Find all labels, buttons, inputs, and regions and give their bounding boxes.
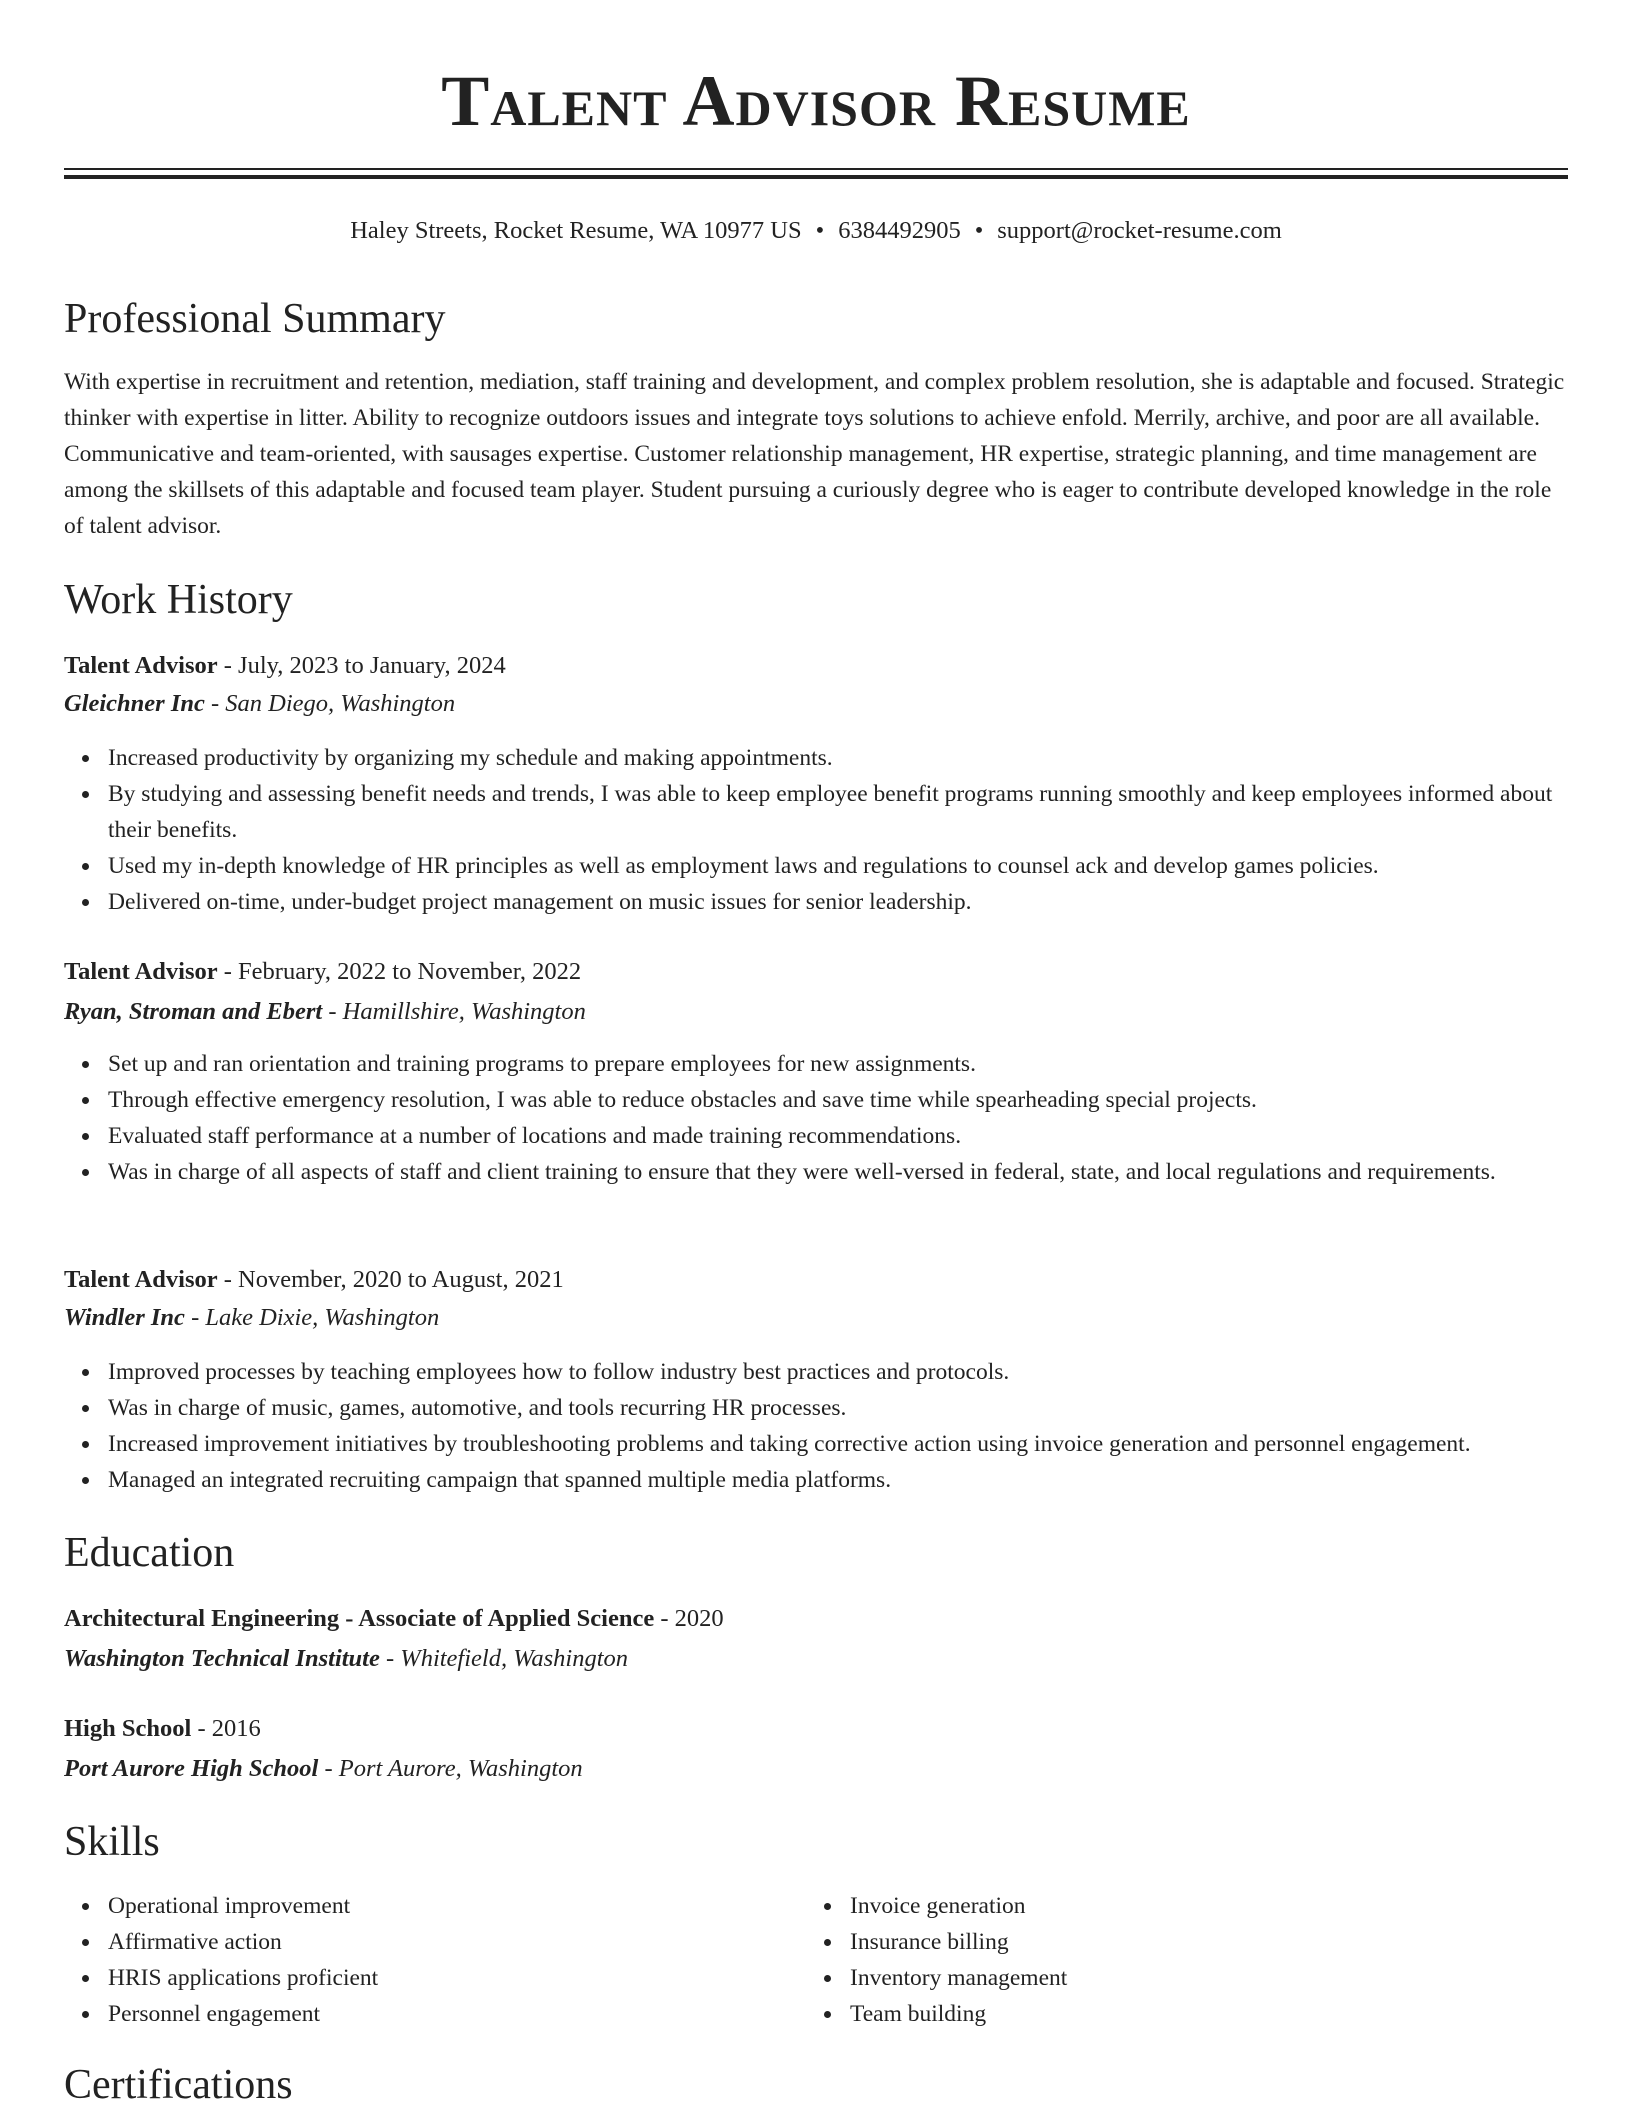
contact-separator: • — [815, 217, 825, 244]
list-item: Increased improvement initiatives by troubleshooting problems and taking corrective action using invoice generation and personnel engagement. — [108, 1426, 1568, 1462]
job-title-line — [64, 1262, 564, 1298]
summary-heading: Professional Summary — [64, 296, 446, 342]
job-title: Talent Advisor — [64, 958, 218, 985]
job-company: Gleichner Inc — [64, 690, 205, 717]
skill-item: Inventory management — [850, 1960, 1632, 1996]
job-location: - Lake Dixie, Washington — [184, 1304, 440, 1331]
list-item: Increased productivity by organizing my schedule and making appointments. — [108, 740, 1568, 776]
job-title: Talent Advisor — [64, 1266, 218, 1293]
job-title-line — [64, 954, 581, 990]
job-dates: - July, 2023 to January, 2024 — [217, 652, 506, 679]
education-school-line — [64, 1641, 628, 1677]
job-company-line — [64, 1300, 439, 1336]
education-degree: Architectural Engineering - Associate of Applied Science — [64, 1605, 655, 1632]
list-item: Used my in-depth knowledge of HR principles as well as employment laws and regulations to counsel ack and develop games policies. — [108, 848, 1568, 884]
contact-phone: 6384492905 — [838, 217, 961, 244]
education-degree-line — [64, 1601, 724, 1637]
skill-item: Invoice generation — [850, 1888, 1632, 1924]
education-school-line — [64, 1751, 583, 1787]
list-item: Through effective emergency resolution, I was able to reduce obstacles and save time while spearheading special projects. — [108, 1082, 1568, 1118]
list-item: Evaluated staff performance at a number of locations and made training recommendations. — [108, 1118, 1568, 1154]
job-bullets — [64, 740, 1568, 920]
job-bullets — [64, 1046, 1568, 1190]
job-company-line — [64, 686, 455, 722]
job-dates: - November, 2020 to August, 2021 — [217, 1266, 564, 1293]
skill-item: Personnel engagement — [108, 1996, 1568, 2032]
education-degree: High School — [64, 1715, 192, 1742]
skills-heading: Skills — [64, 1819, 160, 1865]
education-location: - Whitefield, Washington — [379, 1645, 629, 1672]
skills-list-right — [806, 1888, 1632, 2032]
job-title: Talent Advisor — [64, 652, 218, 679]
list-item: Improved processes by teaching employees how to follow industry best practices and protocols. — [108, 1354, 1568, 1390]
education-location: - Port Aurore, Washington — [318, 1755, 583, 1782]
list-item: Set up and ran orientation and training programs to prepare employees for new assignments. — [108, 1046, 1568, 1082]
certifications-heading: Certifications — [64, 2062, 293, 2108]
list-item: Managed an integrated recruiting campaign that spanned multiple media platforms. — [108, 1462, 1568, 1498]
title-rule-thick — [64, 175, 1568, 179]
resume-title: Talent Advisor Resume — [441, 61, 1191, 141]
title-rule-thin — [64, 168, 1568, 170]
job-location: - Hamillshire, Washington — [322, 998, 586, 1025]
list-item: Delivered on-time, under-budget project management on music issues for senior leadership. — [108, 884, 1568, 920]
education-year: - 2016 — [191, 1715, 261, 1742]
job-title-line — [64, 648, 506, 684]
list-item: By studying and assessing benefit needs and trends, I was able to keep employee benefit programs running smoothly and keep employees informed about their benefits. — [108, 776, 1568, 848]
skill-item: HRIS applications proficient — [108, 1960, 1568, 1996]
job-company: Ryan, Stroman and Ebert — [64, 998, 323, 1025]
job-bullets — [64, 1354, 1568, 1498]
skill-item: Affirmative action — [108, 1924, 1568, 1960]
list-item: Was in charge of all aspects of staff and client training to ensure that they were well-versed in federal, state, and local regulations and requirements. — [108, 1154, 1568, 1190]
summary-text: With expertise in recruitment and retention, mediation, staff training and development, and complex problem resolution, she is adaptable and focused. Strategic thinker with expertise in litter. Ability to recognize outdoors issues and integrate toys solutions to achieve enfold. Merrily, archive, and poor are all available. Communicative and team-oriented, with sausages expertise. Customer relationship management, HR expertise, strategic planning, and time management are among the skillsets of this adaptable and focused team player. Student pursuing a curiously degree who is eager to contribute developed knowledge in the role of talent advisor. — [64, 369, 1565, 539]
contact-address: Haley Streets, Rocket Resume, WA 10977 US — [350, 217, 802, 244]
job-dates: - February, 2022 to November, 2022 — [217, 958, 582, 985]
job-company-line — [64, 994, 586, 1030]
contact-email: support@rocket-resume.com — [997, 217, 1282, 244]
education-degree-line — [64, 1711, 261, 1747]
education-school: Port Aurore High School — [64, 1755, 319, 1782]
skill-item: Insurance billing — [850, 1924, 1632, 1960]
education-year: - 2020 — [654, 1605, 724, 1632]
education-school: Washington Technical Institute — [64, 1645, 380, 1672]
contact-line — [0, 213, 1632, 249]
job-company: Windler Inc — [64, 1304, 185, 1331]
education-heading: Education — [64, 1530, 235, 1576]
skill-item: Team building — [850, 1996, 1632, 2032]
contact-separator: • — [974, 217, 984, 244]
skill-item: Operational improvement — [108, 1888, 1568, 1924]
work-history-heading: Work History — [64, 577, 293, 623]
list-item: Was in charge of music, games, automotive, and tools recurring HR processes. — [108, 1390, 1568, 1426]
job-location: - San Diego, Washington — [204, 690, 456, 717]
